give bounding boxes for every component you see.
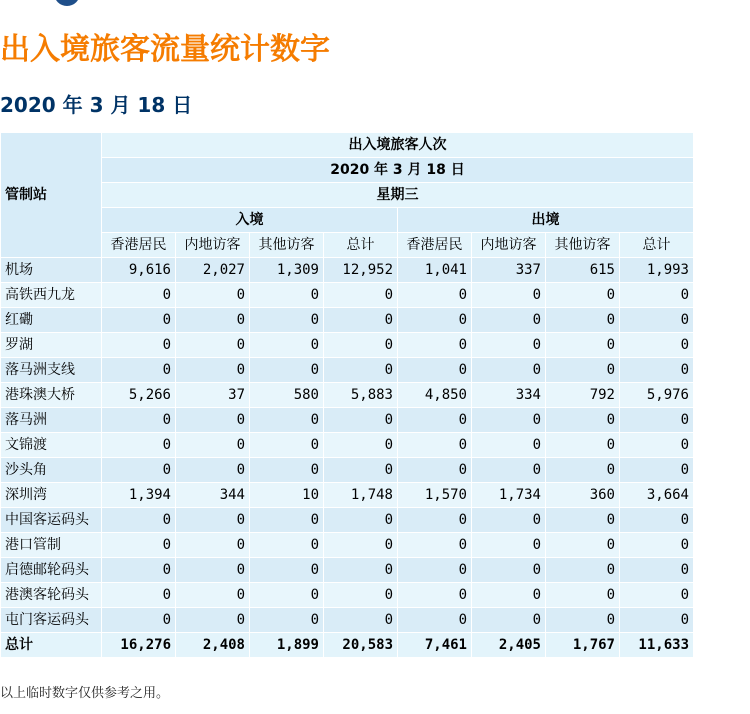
- table-row: [1, 408, 693, 432]
- value-cell: 0: [546, 508, 619, 532]
- value-cell: 0: [250, 358, 323, 382]
- value-cell: 1,748: [324, 483, 397, 507]
- value-cell: 0: [176, 308, 249, 332]
- value-cell: 0: [620, 433, 693, 457]
- table-row: [1, 508, 693, 532]
- value-cell: 0: [620, 608, 693, 632]
- value-cell: 0: [620, 408, 693, 432]
- page-date: 2020 年 3 月 18 日: [0, 93, 193, 117]
- value-cell: 0: [398, 408, 471, 432]
- sub-header-cell: 内地访客: [176, 233, 249, 257]
- value-cell: 0: [176, 358, 249, 382]
- value-cell: 0: [250, 508, 323, 532]
- value-cell: 0: [250, 333, 323, 357]
- sub-header-cell: 内地访客: [472, 233, 545, 257]
- value-cell: 0: [250, 608, 323, 632]
- station-name-cell: 高铁西九龙: [1, 283, 101, 307]
- value-cell: 792: [546, 383, 619, 407]
- value-cell: 0: [472, 458, 545, 482]
- station-name-cell: 深圳湾: [1, 483, 101, 507]
- value-cell: 0: [176, 583, 249, 607]
- value-cell: 10: [250, 483, 323, 507]
- value-cell: 0: [102, 358, 175, 382]
- footnote: 以上临时数字仅供参考之用。: [0, 686, 170, 701]
- value-cell: 615: [546, 258, 619, 282]
- table-row: [1, 608, 693, 632]
- value-cell: 0: [546, 333, 619, 357]
- value-cell: 0: [546, 408, 619, 432]
- value-cell: 0: [102, 283, 175, 307]
- station-name-cell: 落马洲: [1, 408, 101, 432]
- value-cell: 0: [324, 608, 397, 632]
- table-row: [1, 558, 693, 582]
- table-row: [1, 433, 693, 457]
- station-name-cell: 沙头角: [1, 458, 101, 482]
- value-cell: 0: [176, 283, 249, 307]
- value-cell: 0: [176, 533, 249, 557]
- station-name-cell: 落马洲支线: [1, 358, 101, 382]
- value-cell: 580: [250, 383, 323, 407]
- value-cell: 0: [546, 358, 619, 382]
- value-cell: 5,883: [324, 383, 397, 407]
- value-cell: 337: [472, 258, 545, 282]
- value-cell: 0: [472, 408, 545, 432]
- total-row: [1, 633, 693, 657]
- value-cell: 0: [398, 558, 471, 582]
- sub-header-cell: 总计: [324, 233, 397, 257]
- value-cell: 0: [102, 508, 175, 532]
- station-name-cell: 机场: [1, 258, 101, 282]
- value-cell: 1,570: [398, 483, 471, 507]
- value-cell: 0: [102, 533, 175, 557]
- sub-header-row: [1, 233, 693, 257]
- value-cell: 0: [250, 458, 323, 482]
- value-cell: 0: [398, 333, 471, 357]
- value-cell: 0: [620, 458, 693, 482]
- station-name-cell: 屯门客运码头: [1, 608, 101, 632]
- table-row: [1, 358, 693, 382]
- passenger-traffic-table: [0, 132, 694, 658]
- total-value-cell: 20,583: [324, 633, 397, 657]
- total-value-cell: 2,405: [472, 633, 545, 657]
- value-cell: 0: [546, 608, 619, 632]
- value-cell: 0: [472, 608, 545, 632]
- station-name-cell: 港珠澳大桥: [1, 383, 101, 407]
- value-cell: 0: [176, 408, 249, 432]
- value-cell: 0: [176, 433, 249, 457]
- value-cell: 0: [176, 458, 249, 482]
- page-title: 出入境旅客流量统计数字: [0, 32, 330, 67]
- value-cell: 0: [324, 558, 397, 582]
- value-cell: 1,041: [398, 258, 471, 282]
- value-cell: 0: [102, 308, 175, 332]
- value-cell: 0: [398, 283, 471, 307]
- value-cell: 0: [546, 533, 619, 557]
- value-cell: 3,664: [620, 483, 693, 507]
- site-logo-partial: [54, 0, 80, 6]
- value-cell: 1,309: [250, 258, 323, 282]
- total-value-cell: 11,633: [620, 633, 693, 657]
- value-cell: 0: [546, 583, 619, 607]
- value-cell: 0: [472, 308, 545, 332]
- value-cell: 0: [250, 583, 323, 607]
- sub-header-cell: 香港居民: [102, 233, 175, 257]
- value-cell: 0: [472, 508, 545, 532]
- weekday-header: 星期三: [102, 183, 693, 207]
- value-cell: 0: [620, 558, 693, 582]
- value-cell: 0: [324, 583, 397, 607]
- station-name-cell: 文锦渡: [1, 433, 101, 457]
- value-cell: 0: [324, 508, 397, 532]
- value-cell: 0: [472, 558, 545, 582]
- value-cell: 0: [102, 558, 175, 582]
- table-row: [1, 583, 693, 607]
- value-cell: 0: [620, 533, 693, 557]
- sub-header-cell: 其他访客: [250, 233, 323, 257]
- station-name-cell: 红磡: [1, 308, 101, 332]
- table-date-header: 2020 年 3 月 18 日: [102, 158, 693, 182]
- table-row: [1, 533, 693, 557]
- value-cell: 0: [324, 408, 397, 432]
- value-cell: 0: [398, 508, 471, 532]
- station-name-cell: 罗湖: [1, 333, 101, 357]
- table-row: [1, 483, 693, 507]
- value-cell: 1,394: [102, 483, 175, 507]
- value-cell: 12,952: [324, 258, 397, 282]
- value-cell: 0: [102, 433, 175, 457]
- value-cell: 4,850: [398, 383, 471, 407]
- value-cell: 0: [620, 358, 693, 382]
- value-cell: 0: [546, 308, 619, 332]
- value-cell: 360: [546, 483, 619, 507]
- value-cell: 0: [250, 408, 323, 432]
- value-cell: 0: [398, 533, 471, 557]
- value-cell: 0: [472, 433, 545, 457]
- value-cell: 0: [546, 433, 619, 457]
- value-cell: 0: [250, 283, 323, 307]
- value-cell: 0: [250, 533, 323, 557]
- value-cell: 0: [176, 608, 249, 632]
- value-cell: 0: [102, 408, 175, 432]
- value-cell: 334: [472, 383, 545, 407]
- value-cell: 0: [324, 433, 397, 457]
- value-cell: 0: [398, 583, 471, 607]
- value-cell: 0: [324, 283, 397, 307]
- value-cell: 9,616: [102, 258, 175, 282]
- table-row: [1, 333, 693, 357]
- value-cell: 5,266: [102, 383, 175, 407]
- value-cell: 0: [620, 283, 693, 307]
- table-row: [1, 258, 693, 282]
- value-cell: 0: [102, 608, 175, 632]
- value-cell: 344: [176, 483, 249, 507]
- total-value-cell: 1,899: [250, 633, 323, 657]
- value-cell: 0: [620, 308, 693, 332]
- table-caption: 出入境旅客人次: [102, 133, 693, 157]
- value-cell: 0: [620, 508, 693, 532]
- table-row: [1, 458, 693, 482]
- value-cell: 0: [324, 533, 397, 557]
- total-label-cell: 总计: [1, 633, 101, 657]
- table-row: [1, 383, 693, 407]
- value-cell: 37: [176, 383, 249, 407]
- value-cell: 0: [324, 458, 397, 482]
- station-name-cell: 港口管制: [1, 533, 101, 557]
- value-cell: 0: [620, 333, 693, 357]
- sub-header-cell: 总计: [620, 233, 693, 257]
- value-cell: 0: [472, 283, 545, 307]
- value-cell: 0: [398, 308, 471, 332]
- value-cell: 0: [102, 458, 175, 482]
- value-cell: 0: [472, 533, 545, 557]
- station-name-cell: 启德邮轮码头: [1, 558, 101, 582]
- value-cell: 2,027: [176, 258, 249, 282]
- total-value-cell: 16,276: [102, 633, 175, 657]
- value-cell: 0: [546, 458, 619, 482]
- value-cell: 0: [250, 433, 323, 457]
- value-cell: 0: [250, 308, 323, 332]
- value-cell: 0: [472, 583, 545, 607]
- value-cell: 0: [102, 583, 175, 607]
- value-cell: 0: [472, 358, 545, 382]
- value-cell: 1,993: [620, 258, 693, 282]
- value-cell: 0: [398, 358, 471, 382]
- value-cell: 0: [102, 333, 175, 357]
- value-cell: 0: [250, 558, 323, 582]
- value-cell: 0: [398, 608, 471, 632]
- value-cell: 1,734: [472, 483, 545, 507]
- departure-header: 出境: [398, 208, 693, 232]
- value-cell: 0: [398, 433, 471, 457]
- value-cell: 0: [176, 508, 249, 532]
- total-value-cell: 7,461: [398, 633, 471, 657]
- table-body: [1, 258, 693, 657]
- value-cell: 0: [324, 333, 397, 357]
- total-value-cell: 2,408: [176, 633, 249, 657]
- value-cell: 0: [546, 283, 619, 307]
- value-cell: 0: [324, 308, 397, 332]
- value-cell: 0: [546, 558, 619, 582]
- value-cell: 0: [324, 358, 397, 382]
- table-row: [1, 308, 693, 332]
- value-cell: 0: [620, 583, 693, 607]
- value-cell: 0: [176, 558, 249, 582]
- table-row: [1, 283, 693, 307]
- value-cell: 0: [398, 458, 471, 482]
- arrival-header: 入境: [102, 208, 397, 232]
- value-cell: 0: [472, 333, 545, 357]
- station-name-cell: 中国客运码头: [1, 508, 101, 532]
- station-column-header: 管制站: [1, 133, 101, 257]
- sub-header-cell: 其他访客: [546, 233, 619, 257]
- value-cell: 5,976: [620, 383, 693, 407]
- station-name-cell: 港澳客轮码头: [1, 583, 101, 607]
- value-cell: 0: [176, 333, 249, 357]
- total-value-cell: 1,767: [546, 633, 619, 657]
- sub-header-cell: 香港居民: [398, 233, 471, 257]
